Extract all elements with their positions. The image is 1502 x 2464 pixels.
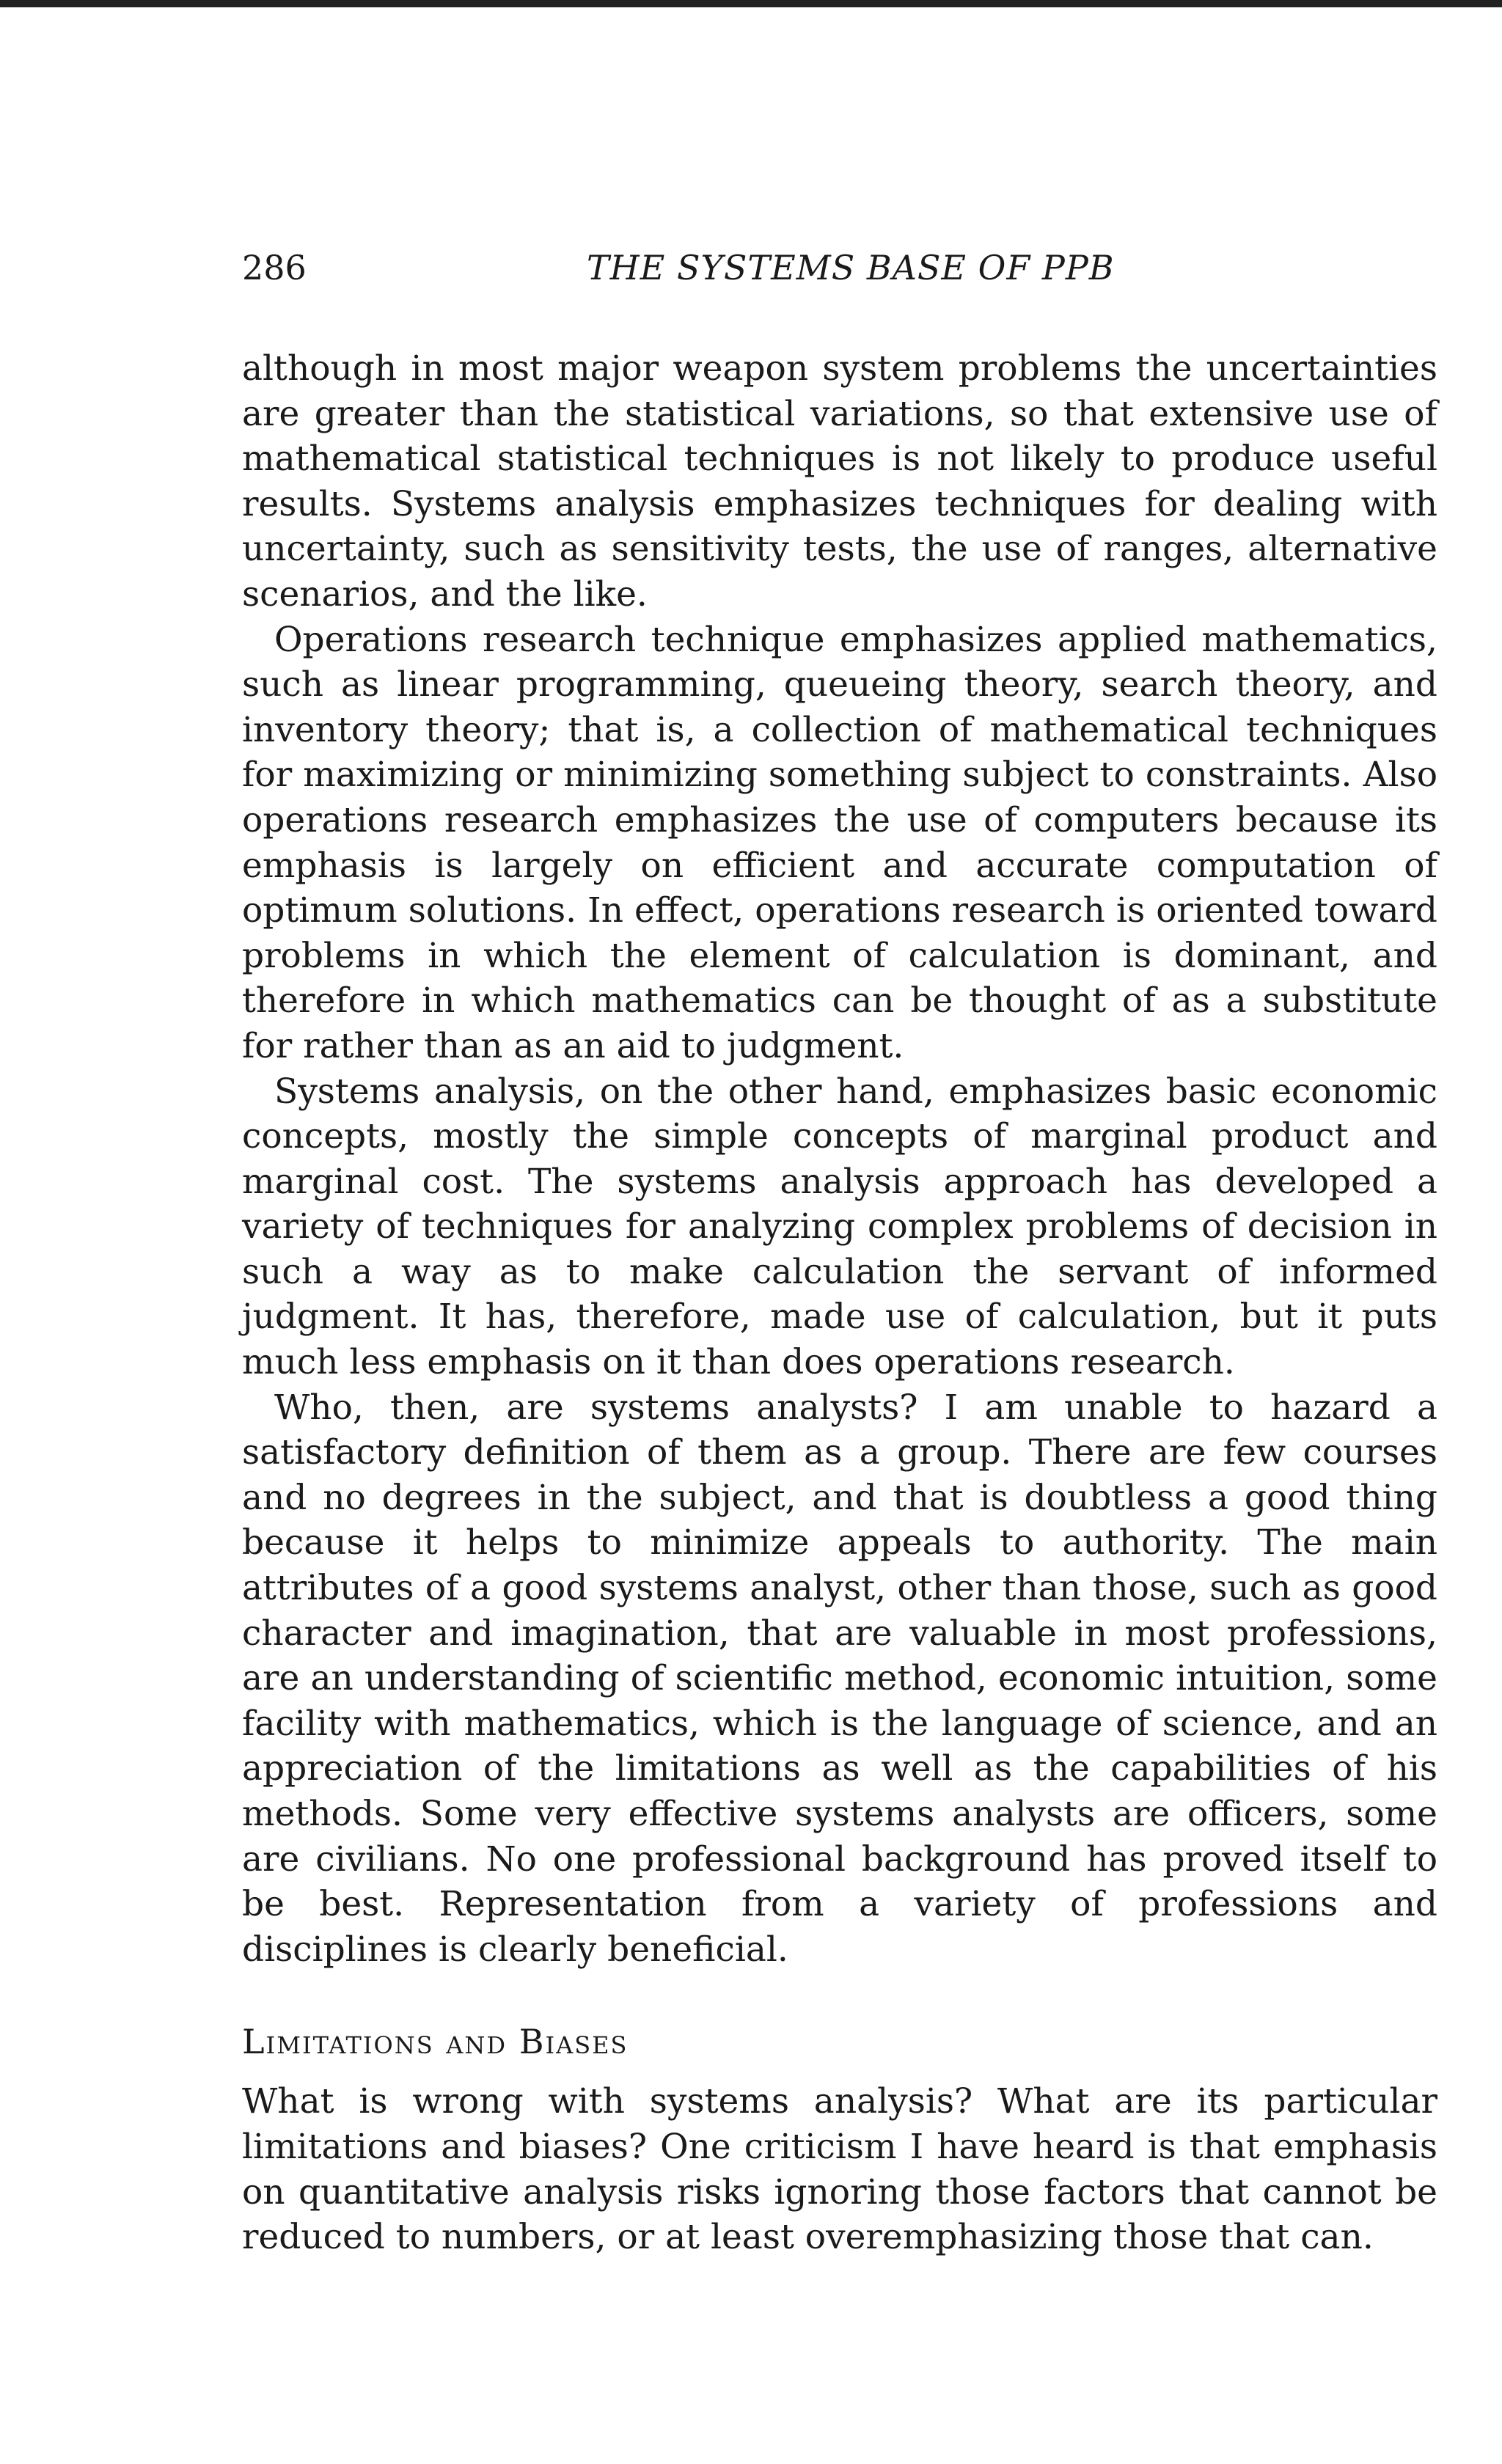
- paragraph-limitations: What is wrong with systems analysis? What are its particular limitations and biases? One criticism I have heard is that emphasis on quantitative analysis risks ignoring those factors that cannot be reduced to numbers, or at least overemphasizing those that can.: [242, 2081, 1437, 2258]
- paragraph-operations-research: Operations research technique emphasizes applied mathematics, such as linear programming, queueing theory, search theory, and inventory theory; that is, a collection of mathematical techniques for maximizing or minimizing something subject to constraints. Also operations research emphasizes the use of computers because its emphasis is largely on efficient and accurate computation of optimum solutions. In effect, operations research is oriented toward problems in which the element of calculation is dominant, and therefore in which mathematics can be thought of as a substitute for rather than as an aid to judgment.: [242, 619, 1437, 1066]
- running-head: [242, 242, 1437, 293]
- page-number: 286: [242, 248, 307, 287]
- paragraph-systems-analysts: Who, then, are systems analysts? I am unable to hazard a satisfactory definition of them as a group. There are few courses and no degrees in the subject, and that is doubtless a good thing because it helps to minimize appeals to authority. The main attributes of a good systems analyst, other than those, such as good character and imagination, that are valuable in most professions, are an understanding of scientific method, economic intuition, some facility with mathematics, which is the language of science, and an appreciation of the limitations as well as the capabilities of his methods. Some very effective systems analysts are officers, some are civilians. No one professional background has proved itself to be best. Representation from a variety of professions and disciplines is clearly beneficial.: [242, 1387, 1437, 1970]
- book-page: [242, 242, 1437, 2260]
- paragraph-continuation: although in most major weapon system problems the uncertainties are greater than the statistical variations, so that extensive use of mathematical statistical techniques is not likely to produce useful results. Systems analysis emphasizes techniques for dealing with uncertainty, such as sensitivity tests, the use of ranges, alternative scenarios, and the like.: [242, 348, 1437, 615]
- top-rule: [0, 0, 1502, 7]
- running-title: THE SYSTEMS BASE OF PPB: [587, 248, 1115, 287]
- body-text: [242, 346, 1437, 2260]
- section-heading: Limitations and Biases: [242, 2022, 629, 2062]
- paragraph-systems-analysis: Systems analysis, on the other hand, emphasizes basic economic concepts, mostly the simple concepts of marginal product and marginal cost. The systems analysis approach has developed a variety of techniques for analyzing complex problems of decision in such a way as to make calculation the servant of informed judgment. It has, therefore, made use of calculation, but it puts much less emphasis on it than does operations research.: [242, 1071, 1437, 1383]
